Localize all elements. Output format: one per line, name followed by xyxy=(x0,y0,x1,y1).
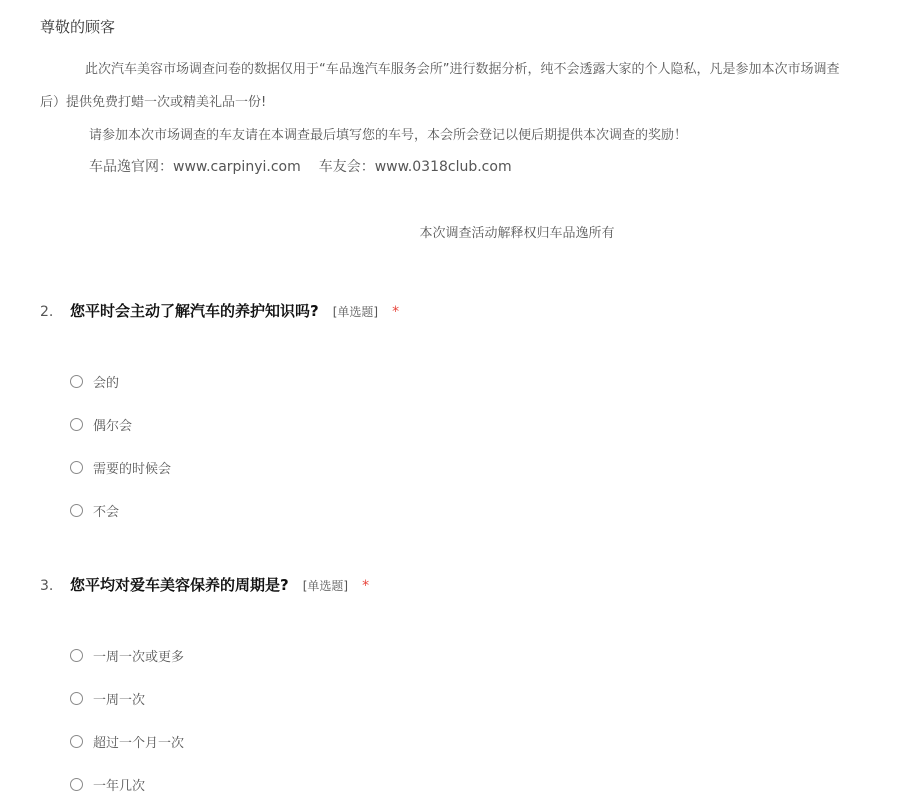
club-label: 车友会：www.0318club.com xyxy=(318,159,512,175)
radio-circle-icon[interactable] xyxy=(70,504,83,517)
question-title: 您平时会主动了解汽车的养护知识吗? xyxy=(70,302,319,320)
intro-paragraph-2: 请参加本次市场调查的车友请在本调查最后填写您的车号，本会所会登记以便后期提供本次调查的奖励！ xyxy=(89,128,688,143)
required-mark: * xyxy=(392,304,400,320)
website-links xyxy=(89,156,512,176)
question-number: 3. xyxy=(40,578,54,594)
radio-circle-icon[interactable] xyxy=(70,778,83,791)
option-label: 会的 xyxy=(93,376,120,391)
option-label: 一年几次 xyxy=(93,779,146,794)
option-radio[interactable] xyxy=(70,732,184,751)
option-label: 需要的时候会 xyxy=(93,462,172,477)
question-title: 您平均对爱车美容保养的周期是? xyxy=(70,576,289,594)
required-mark: * xyxy=(362,578,370,594)
option-radio[interactable] xyxy=(70,372,119,391)
intro-paragraph-line2: 后）提供免费打蜡一次或精美礼品一份! xyxy=(40,95,267,110)
option-radio[interactable] xyxy=(70,689,145,708)
option-label: 一周一次 xyxy=(93,693,146,708)
question-number: 2. xyxy=(40,304,54,320)
question-header xyxy=(40,574,369,595)
radio-circle-icon[interactable] xyxy=(70,692,83,705)
rights-notice: 本次调查活动解释权归车品逸所有 xyxy=(419,226,615,241)
radio-circle-icon[interactable] xyxy=(70,418,83,431)
intro-paragraph-line1: 此次汽车美容市场调查问卷的数据仅用于“车品逸汽车服务会所”进行数据分析，纯不会透露大家的个人隐私，凡是参加本次市场调查 xyxy=(85,62,840,77)
radio-circle-icon[interactable] xyxy=(70,649,83,662)
website-label: 车品逸官网：www.carpinyi.com xyxy=(89,159,301,175)
option-radio[interactable] xyxy=(70,415,132,434)
option-label: 超过一个月一次 xyxy=(93,736,185,751)
option-radio[interactable] xyxy=(70,775,145,794)
question-type-label: [单选题] xyxy=(332,305,379,319)
option-radio[interactable] xyxy=(70,646,184,665)
radio-circle-icon[interactable] xyxy=(70,375,83,388)
question-header xyxy=(40,300,399,321)
option-label: 偶尔会 xyxy=(93,419,133,434)
radio-circle-icon[interactable] xyxy=(70,461,83,474)
greeting-heading: 尊敬的顾客 xyxy=(40,18,116,36)
option-label: 不会 xyxy=(93,505,120,520)
question-type-label: [单选题] xyxy=(302,579,349,593)
option-label: 一周一次或更多 xyxy=(93,650,185,665)
radio-circle-icon[interactable] xyxy=(70,735,83,748)
option-radio[interactable] xyxy=(70,458,171,477)
option-radio[interactable] xyxy=(70,501,119,520)
